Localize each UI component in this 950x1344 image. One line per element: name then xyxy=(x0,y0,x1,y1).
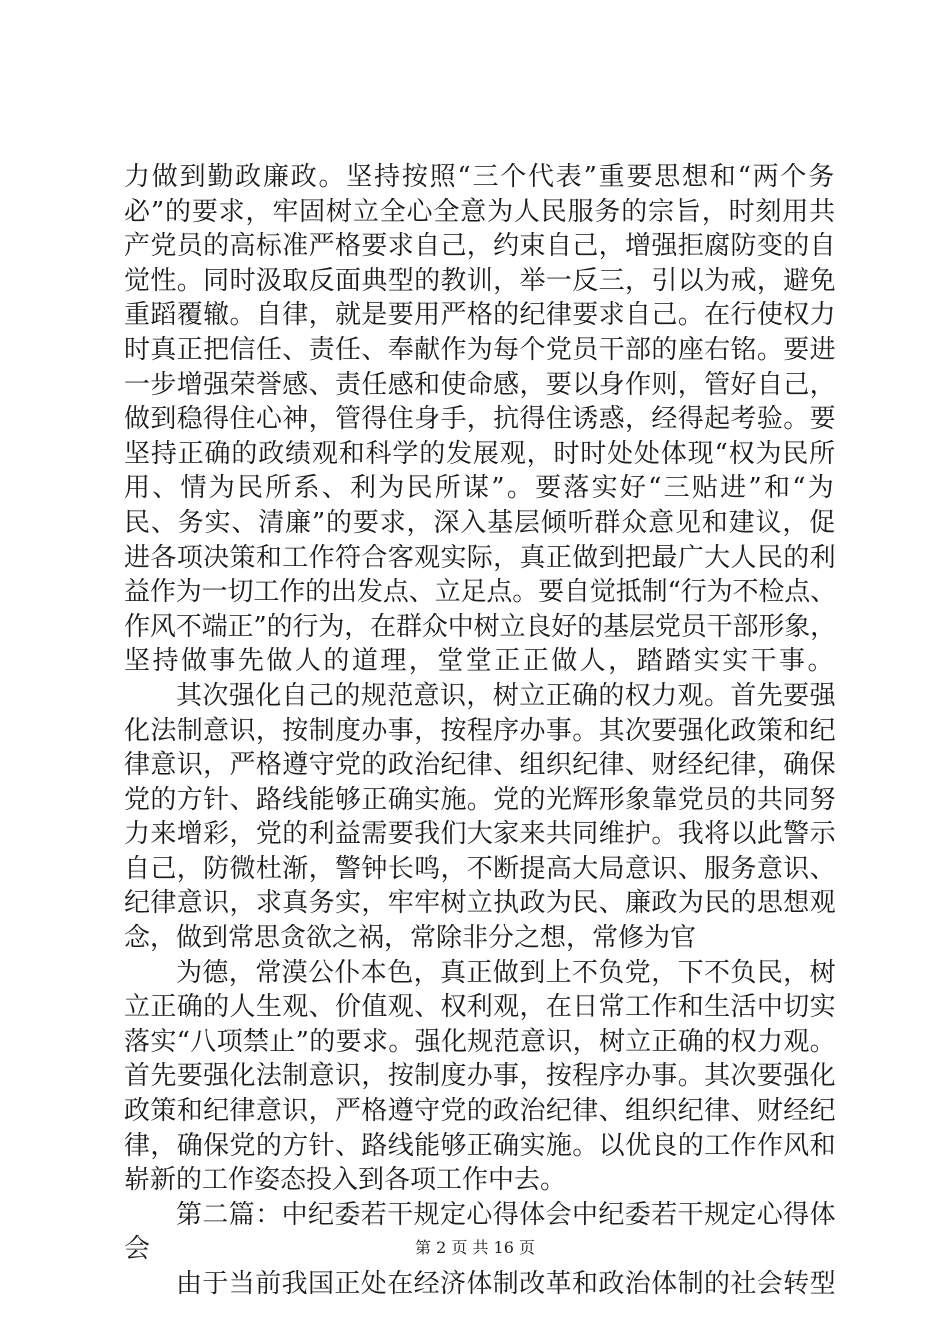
text-line: 落实“八项禁止”的要求。强化规范意识，树立正确的权力观。 xyxy=(124,1026,836,1057)
text-line: 坚持正确的政绩观和科学的发展观，时时处处体现“权为民所 xyxy=(124,438,836,469)
text-line: 政策和纪律意识，严格遵守党的政治纪律、组织纪律、财经纪 xyxy=(124,1096,836,1127)
text-line: 坚持做事先做人的道理，堂堂正正做人，踏踏实实干事。 xyxy=(124,646,836,677)
text-line: 重蹈覆辙。自律，就是要用严格的纪律要求自己。在行使权力 xyxy=(124,300,836,331)
page-footer: 第 2 页 共 16 页 xyxy=(415,1238,535,1257)
text-line: 其次强化自己的规范意识，树立正确的权力观。首先要强 xyxy=(176,680,836,711)
text-line: 作风不端正”的行为，在群众中树立良好的基层党员干部形象， xyxy=(124,611,836,642)
text-line: 首先要强化法制意识，按制度办事，按程序办事。其次要强化 xyxy=(124,1061,836,1092)
text-line: 第二篇：中纪委若干规定心得体会中纪委若干规定心得体 xyxy=(176,1199,836,1230)
text-line: 益作为一切工作的出发点、立足点。要自觉抵制“行为不检点、 xyxy=(124,577,836,608)
text-line: 立正确的人生观、价值观、权利观，在日常工作和生活中切实 xyxy=(124,992,836,1023)
text-line: 力做到勤政廉政。坚持按照“三个代表”重要思想和“两个务 xyxy=(124,162,836,192)
text-line: 会 xyxy=(124,1234,151,1265)
text-line: 进各项决策和工作符合客观实际，真正做到把最广大人民的利 xyxy=(124,542,836,573)
text-line: 做到稳得住心神，管得住身手，抗得住诱惑，经得起考验。要 xyxy=(124,404,836,435)
text-line: 党的方针、路线能够正确实施。党的光辉形象靠党员的共同努 xyxy=(124,784,836,815)
text-line: 化法制意识，按制度办事，按程序办事。其次要强化政策和纪 xyxy=(124,715,836,746)
text-line: 觉性。同时汲取反面典型的教训，举一反三，引以为戒，避免 xyxy=(124,265,836,296)
text-line: 时真正把信任、责任、奉献作为每个党员干部的座右铭。要进 xyxy=(124,334,836,365)
text-line: 念，做到常思贪欲之祸，常除非分之想，常修为官 xyxy=(124,923,697,954)
text-line: 崭新的工作姿态投入到各项工作中去。 xyxy=(124,1165,567,1196)
document-body xyxy=(124,160,836,1302)
text-line: 产党员的高标准严格要求自己，约束自己，增强拒腐防变的自 xyxy=(124,231,836,262)
text-line: 律，确保党的方针、路线能够正确实施。以优良的工作作风和 xyxy=(124,1130,836,1161)
text-line: 由于当前我国正处在经济体制改革和政治体制的社会转型 xyxy=(176,1269,836,1299)
text-line: 为德，常漠公仆本色，真正做到上不负党，下不负民，树 xyxy=(176,957,836,988)
text-line: 纪律意识，求真务实，牢牢树立执政为民、廉政为民的思想观 xyxy=(124,888,836,919)
text-line: 律意识，严格遵守党的政治纪律、组织纪律、财经纪律，确保 xyxy=(124,750,836,781)
text-line: 民、务实、清廉”的要求，深入基层倾听群众意见和建议，促 xyxy=(124,507,836,538)
text-line: 力来增彩，党的利益需要我们大家来共同维护。我将以此警示 xyxy=(124,819,836,850)
text-line: 用、情为民所系、利为民所谋”。要落实好“三贴进”和“为 xyxy=(124,473,836,504)
text-line: 必”的要求，牢固树立全心全意为人民服务的宗旨，时刻用共 xyxy=(124,196,836,227)
text-line: 自己，防微杜渐，警钟长鸣，不断提高大局意识、服务意识、 xyxy=(124,853,836,884)
text-line: 一步增强荣誉感、责任感和使命感，要以身作则，管好自己， xyxy=(124,369,836,400)
